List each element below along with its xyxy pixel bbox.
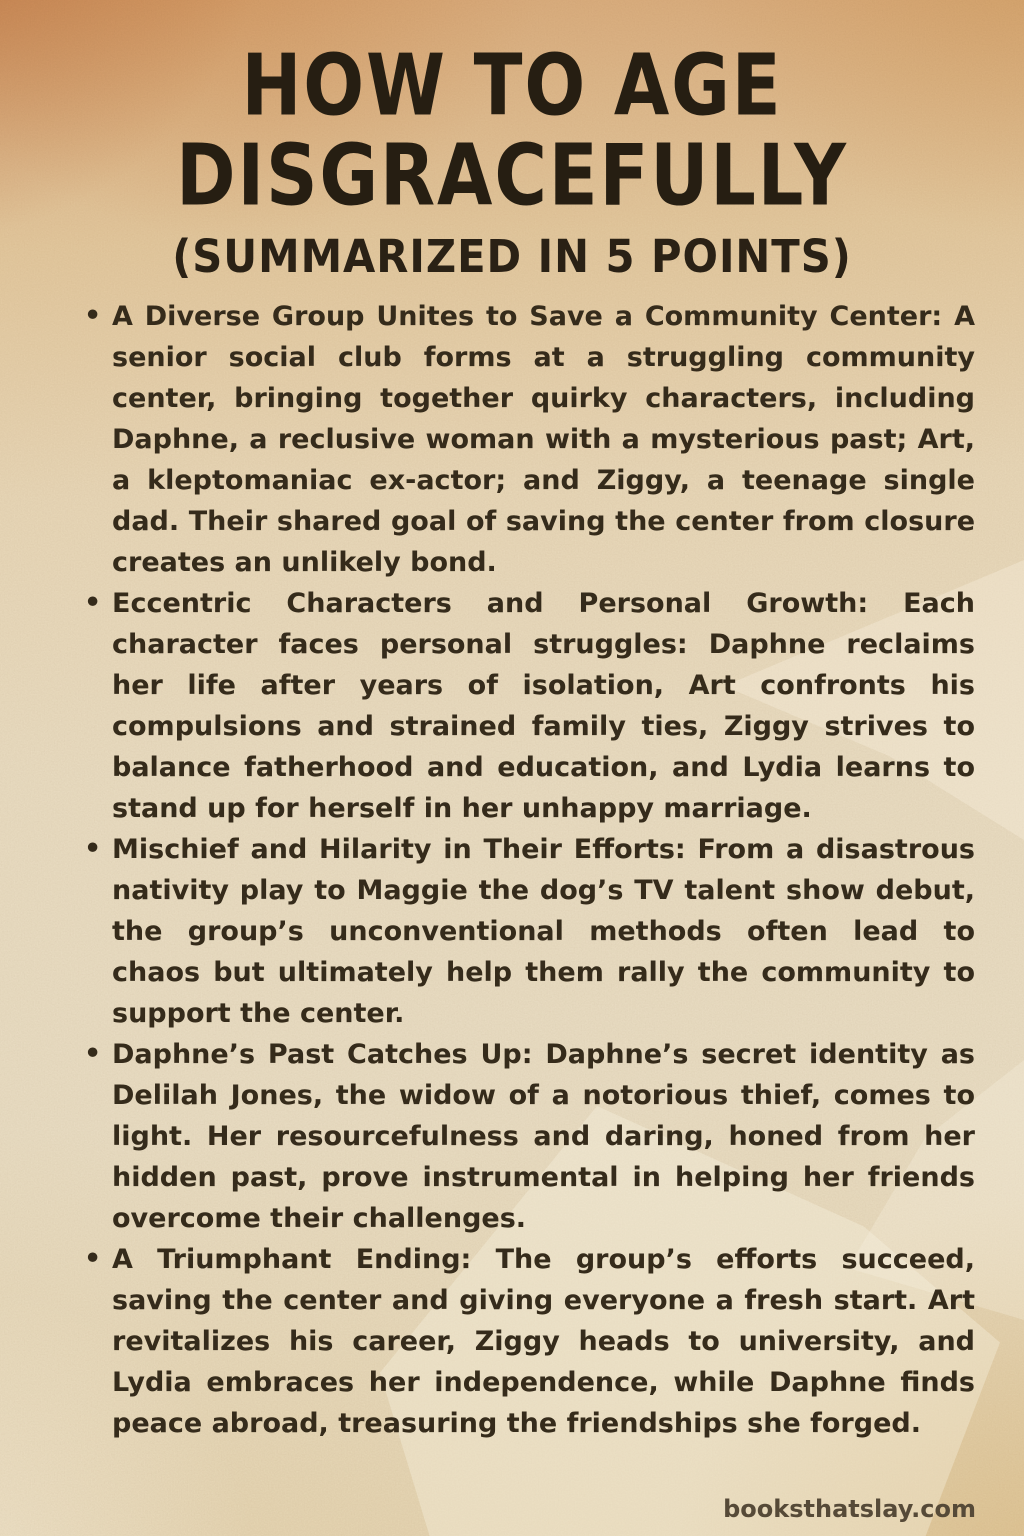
title-line-2: DISGRACEFULLY [176, 127, 848, 226]
summary-point-text-2: Eccentric Characters and Personal Growth: Each character faces personal struggles: Daphne reclaims her life after years of isolation, Art confronts his compulsions and strained family ties, Ziggy strives to balance fatherhood and education, and Lydia learns to stand up for herself in her unhappy marriage. [112, 588, 975, 824]
bullet-dot-icon: • [84, 1243, 102, 1274]
summary-point-3 [84, 829, 975, 1034]
summary-point-2 [84, 583, 975, 829]
page-title [0, 37, 1024, 226]
summary-point-1 [84, 296, 975, 583]
summary-point-text-3: Mischief and Hilarity in Their Efforts: From a disastrous nativity play to Maggie the dog’s TV talent show debut, the group’s unconventional methods often lead to chaos but ultimately help them rally the community to support the center. [112, 834, 975, 1029]
summary-point-text-5: A Triumphant Ending: The group’s efforts succeed, saving the center and giving everyone a fresh start. Art revitalizes his career, Ziggy heads to university, and Lydia embraces her independence, while Daphne finds peace abroad, treasuring the friendships she forged. [112, 1244, 975, 1439]
summary-points-list [84, 296, 975, 1444]
summary-point-text-1: A Diverse Group Unites to Save a Community Center: A senior social club forms at a struggling community center, bringing together quirky characters, including Daphne, a reclusive woman with a mysterious past; Art, a kleptomaniac ex-actor; and Ziggy, a teenage single dad. Their shared goal of saving the center from closure creates an unlikely bond. [112, 301, 975, 578]
summary-point-5 [84, 1239, 975, 1444]
header [0, 37, 1024, 284]
site-credit: booksthatslay.com [723, 1495, 976, 1523]
bullet-dot-icon: • [84, 587, 102, 618]
summary-point-4 [84, 1034, 975, 1239]
footer [723, 1495, 976, 1523]
bullet-dot-icon: • [84, 1038, 102, 1069]
bullet-dot-icon: • [84, 300, 102, 331]
title-line-1: HOW TO AGE [241, 37, 783, 136]
bullet-dot-icon: • [84, 833, 102, 864]
summary-point-text-4: Daphne’s Past Catches Up: Daphne’s secret identity as Delilah Jones, the widow of a notorious thief, comes to light. Her resourcefulness and daring, honed from her hidden past, prove instrumental in helping her friends overcome their challenges. [112, 1039, 975, 1234]
page-subtitle: (SUMMARIZED IN 5 POINTS) [172, 230, 852, 284]
